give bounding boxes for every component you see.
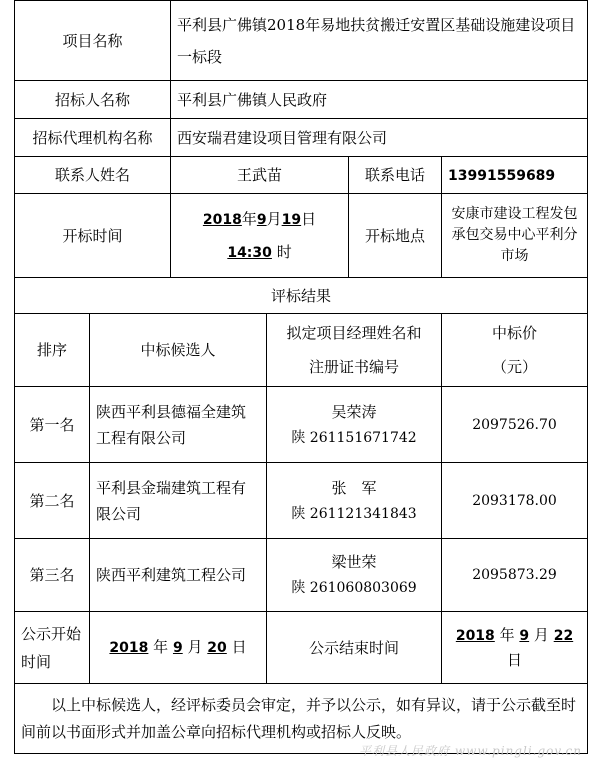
agency-label: 招标代理机构名称	[15, 119, 171, 157]
row-manager-cert: 陕 261121341843	[291, 505, 417, 522]
agency-row	[15, 119, 588, 157]
agency-value: 西安瑞君建设项目管理有限公司	[171, 119, 588, 157]
contact-row	[15, 157, 588, 194]
row-manager	[267, 387, 442, 463]
publicity-end-month: 9	[519, 628, 530, 644]
opening-time-label: 开标时间	[15, 194, 171, 278]
header-price-line1: 中标价	[492, 324, 538, 342]
table-row	[15, 387, 588, 463]
row-rank: 第一名	[15, 387, 90, 463]
opening-day-unit: 日	[301, 209, 317, 228]
publicity-end-label: 公示结束时间	[267, 612, 442, 684]
row-manager	[267, 539, 442, 612]
opening-place-value: 安康市建设工程发包承包交易中心平利分市场	[442, 194, 588, 278]
publicity-start-day: 20	[207, 640, 227, 656]
header-manager	[267, 314, 442, 387]
row-price: 2097526.70	[442, 387, 588, 463]
opening-time: 14:30	[227, 244, 272, 261]
publicity-end-value	[442, 612, 588, 684]
publicity-end-year: 2018	[455, 628, 495, 644]
publicity-end-day: 22	[553, 628, 574, 644]
opening-month: 9	[256, 211, 267, 228]
row-manager-name: 梁世荣	[331, 553, 377, 571]
publicity-start-month: 9	[172, 640, 183, 656]
header-price	[442, 314, 588, 387]
bid-result-table	[14, 0, 588, 754]
header-manager-line1: 拟定项目经理姓名和	[286, 324, 422, 342]
publicity-end-month-unit: 月	[533, 626, 549, 644]
results-header-row	[15, 314, 588, 387]
watermark: 平利县人民政府 www.pingli.gov.cn	[359, 744, 582, 758]
opening-day: 19	[281, 211, 302, 228]
tenderer-label: 招标人名称	[15, 81, 171, 119]
table-row	[15, 463, 588, 539]
contact-name-label: 联系人姓名	[15, 157, 171, 194]
contact-phone-value	[442, 157, 588, 194]
header-manager-line2: 注册证书编号	[309, 358, 400, 376]
row-candidate: 平利县金瑞建筑工程有限公司	[90, 463, 267, 539]
header-price-line2: （元）	[492, 358, 538, 376]
contact-name-value: 王武苗	[171, 157, 349, 194]
row-candidate: 陕西平利建筑工程公司	[90, 539, 267, 612]
project-value: 平利县广佛镇2018年易地扶贫搬迁安置区基础设施建设项目一标段	[171, 1, 588, 81]
opening-date	[177, 203, 342, 236]
contact-phone-label: 联系电话	[349, 157, 442, 194]
row-manager-cert: 陕 261151671742	[291, 429, 417, 446]
row-manager	[267, 463, 442, 539]
publicity-row	[15, 612, 588, 684]
opening-row	[15, 194, 588, 278]
publicity-start-year-unit: 年	[153, 638, 169, 656]
project-row	[15, 1, 588, 81]
row-price: 2095873.29	[442, 539, 588, 612]
publicity-start-year: 2018	[109, 640, 149, 656]
publicity-start-value	[90, 612, 267, 684]
opening-time-unit: 时	[276, 242, 292, 261]
row-price: 2093178.00	[442, 463, 588, 539]
row-rank: 第二名	[15, 463, 90, 539]
tenderer-row	[15, 81, 588, 119]
row-manager-name: 吴荣涛	[331, 402, 377, 421]
results-title: 评标结果	[15, 278, 588, 314]
results-title-row	[15, 278, 588, 314]
opening-time-value	[171, 194, 349, 278]
header-candidate: 中标候选人	[90, 314, 267, 387]
opening-year: 2018	[202, 211, 242, 228]
contact-phone-number: 13991559689	[448, 167, 556, 184]
table-row	[15, 539, 588, 612]
row-rank: 第三名	[15, 539, 90, 612]
header-rank: 排序	[15, 314, 90, 387]
publicity-start-label: 公示开始时间	[15, 612, 90, 684]
row-candidate: 陕西平利县德福全建筑工程有限公司	[90, 387, 267, 463]
opening-clock	[177, 236, 342, 269]
row-manager-cert: 陕 261060803069	[291, 580, 417, 596]
publicity-end-year-unit: 年	[499, 626, 515, 644]
opening-month-unit: 月	[266, 209, 282, 228]
row-manager-name: 张 军	[331, 478, 377, 497]
project-label: 项目名称	[15, 1, 171, 81]
notice-text: 以上中标候选人，经评标委员会审定，并予以公示，如有异议，请于公示截至时间前以书面形式并加盖公章向招标代理机构或招标人反映。	[15, 684, 588, 754]
publicity-end-day-unit: 日	[507, 651, 523, 669]
opening-year-unit: 年	[241, 209, 257, 228]
publicity-start-day-unit: 日	[231, 638, 247, 656]
publicity-start-month-unit: 月	[187, 638, 203, 656]
opening-place-label: 开标地点	[349, 194, 442, 278]
tenderer-value: 平利县广佛镇人民政府	[171, 81, 588, 119]
